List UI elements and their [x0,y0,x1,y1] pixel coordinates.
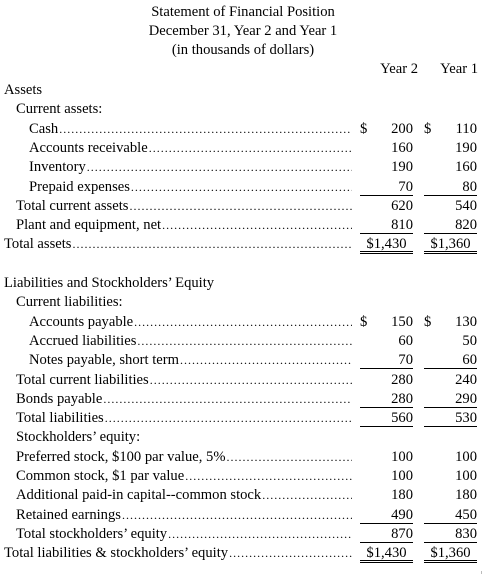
statement-title: Statement of Financial Position [151,4,335,20]
row-label: Bonds payable [16,390,103,407]
value-year-1 [424,506,477,524]
blank-row [0,255,486,274]
value-year-2 [360,158,413,177]
dot-leader [168,525,352,544]
amount: 180 [391,487,413,504]
row-label-container [16,216,352,235]
row-label: Accounts receivable [29,139,148,156]
amount: 100 [455,468,477,484]
statement-row [0,544,486,563]
dot-leader [87,158,352,177]
statement-row [0,448,486,467]
dot-leader [185,467,352,486]
statement-row [0,390,486,409]
dot-leader [103,390,352,409]
amount: 240 [455,371,477,388]
row-label: Common stock, $1 par value [16,468,185,484]
statement-row [0,525,486,544]
amount: 820 [455,217,477,234]
value-year-2 [360,544,413,563]
value-year-2 [360,409,413,427]
dot-leader [162,216,352,235]
row-label-container [16,409,352,428]
statement-row [0,235,486,254]
value-year-1 [424,332,477,351]
row-label-container [29,313,352,332]
amount: $1,430 [366,545,407,562]
row-label-container [29,158,352,177]
row-label-container [16,428,140,447]
value-year-2 [360,235,413,254]
dot-leader [59,120,352,139]
row-label: Total liabilities [16,410,104,427]
currency-symbol: $ [424,313,432,330]
dot-leader [105,409,352,428]
statement-row [0,313,486,332]
dot-leader [137,332,352,351]
dot-leader [149,139,352,158]
row-label-container [16,486,352,505]
amount: 100 [455,448,477,465]
row-label-container [4,544,352,563]
statement-units: (in thousands of dollars) [171,42,315,58]
amount: 530 [455,410,477,427]
row-label: Total stockholders’ equity [16,525,168,542]
dot-leader [262,486,352,505]
amount: 540 [455,197,477,214]
amount: 280 [391,390,413,407]
row-label-container [29,139,352,158]
amount: $1,360 [430,236,471,253]
row-label: Current liabilities: [16,294,123,311]
amount: 100 [391,468,413,484]
statement-row [0,81,486,100]
row-label-container [4,235,352,254]
value-year-1 [424,409,477,427]
value-year-1 [424,390,477,408]
amount: 200 [391,120,413,137]
value-year-2 [360,120,413,139]
value-year-1 [424,235,477,254]
amount: 190 [455,139,477,156]
value-year-1 [424,544,477,563]
amount: 290 [455,390,477,407]
row-label: Prepaid expenses [29,178,130,195]
value-year-2 [360,506,413,524]
row-label-container [4,81,42,100]
row-label-container [16,390,352,409]
row-label-container [4,274,214,293]
row-label-container [16,506,352,525]
row-label-container [16,448,352,467]
row-label-container [29,332,352,351]
row-label: Total current liabilities [16,371,149,388]
statement-row [0,274,486,293]
dot-leader [72,235,352,254]
column-header-year-1: Year 1 [440,61,478,77]
statement-row [0,293,486,312]
row-label-container [29,178,352,197]
amount: $1,360 [430,545,471,562]
value-year-1 [424,525,477,543]
statement-date: December 31, Year 2 and Year 1 [148,23,338,39]
value-year-2 [360,178,413,196]
value-year-1 [424,467,477,486]
statement-row [0,409,486,428]
value-year-1 [424,178,477,196]
currency-symbol: $ [360,120,368,137]
amount: 160 [455,159,477,176]
dot-leader [122,506,352,525]
value-year-1 [424,448,477,467]
statement-row [0,197,486,216]
value-year-2 [360,486,413,505]
amount: 830 [455,525,477,542]
row-label-container [16,371,352,390]
amount: 70 [398,352,413,369]
dot-leader [227,448,352,467]
value-year-2 [360,313,413,332]
row-label: Inventory [29,159,86,176]
row-label: Preferred stock, $100 par value, 5% [16,448,226,465]
row-label: Stockholders’ equity: [16,429,141,446]
statement-row [0,120,486,139]
value-year-1 [424,486,477,505]
amount: 490 [391,506,413,523]
amount: 450 [455,506,477,523]
dot-leader [150,371,352,390]
row-label-container [29,351,352,370]
row-label-container [16,467,352,486]
row-label-container [29,120,352,139]
value-year-2 [360,139,413,158]
value-year-2 [360,467,413,486]
amount: 110 [455,120,477,137]
statement-row [0,100,486,119]
row-label: Current assets: [16,101,103,118]
value-year-2 [360,216,413,234]
amount: 80 [462,178,477,195]
row-label: Total liabilities & stockholders’ equity [4,545,229,562]
dot-leader [134,313,352,332]
value-year-2 [360,332,413,351]
value-year-1 [424,197,477,216]
row-label: Plant and equipment, net [16,217,162,234]
amount: 100 [391,448,413,465]
value-year-1 [424,216,477,234]
statement-row [0,178,486,197]
amount: 50 [462,332,477,349]
currency-symbol: $ [360,313,368,330]
row-label: Accrued liabilities [29,332,137,349]
amount: 60 [462,352,477,369]
statement-row [0,158,486,177]
amount: 70 [398,178,413,195]
value-year-2 [360,371,413,390]
statement-header [0,3,486,60]
statement-row [0,467,486,486]
value-year-2 [360,448,413,467]
value-year-1 [424,313,477,332]
amount: 280 [391,371,413,388]
dot-leader [229,544,352,563]
row-label-container [16,293,123,312]
currency-symbol: $ [424,120,432,137]
value-year-2 [360,390,413,408]
dot-leader [180,351,352,370]
statement-row [0,371,486,390]
row-label: Cash [29,120,59,137]
value-year-1 [424,158,477,177]
dot-leader [131,178,352,197]
row-label: Total current assets [16,197,129,214]
statement-row [0,351,486,370]
row-label: Notes payable, short term [29,352,179,369]
amount: 150 [391,313,413,330]
row-label-container [16,100,102,119]
amount: 560 [391,410,413,427]
column-header-year-2: Year 2 [380,61,418,77]
statement-row [0,139,486,158]
statement-row [0,428,486,447]
row-label: Total assets [4,236,72,253]
value-year-1 [424,120,477,139]
dot-leader [129,197,352,216]
row-label: Retained earnings [16,506,121,523]
row-label: Additional paid-in capital--common stock [16,487,262,504]
row-label: Accounts payable [29,313,134,330]
statement-row [0,216,486,235]
value-year-2 [360,525,413,543]
value-year-2 [360,351,413,369]
scan-mark [481,571,482,574]
statement-row [0,332,486,351]
amount: $1,430 [366,236,407,253]
amount: 130 [455,313,477,330]
value-year-2 [360,197,413,216]
amount: 190 [391,159,413,176]
value-year-1 [424,139,477,158]
amount: 160 [391,139,413,156]
amount: 620 [391,197,413,214]
amount: 180 [455,487,477,504]
row-label: Assets [4,82,43,98]
value-year-1 [424,371,477,390]
row-label-container [16,197,352,216]
statement-row [0,486,486,505]
row-label-container [16,525,352,544]
amount: 870 [391,525,413,542]
value-year-1 [424,351,477,369]
statement-row [0,506,486,525]
amount: 60 [398,332,413,349]
row-label: Liabilities and Stockholders’ Equity [4,275,215,291]
amount: 810 [391,217,413,234]
